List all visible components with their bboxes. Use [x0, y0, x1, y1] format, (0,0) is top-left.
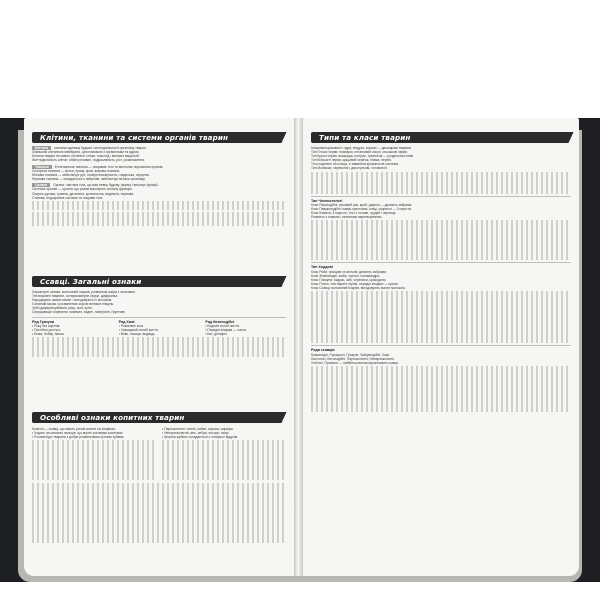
text-line: Розвиток з повним і неповним перетворенням.: [311, 215, 383, 220]
text-line: Опорно-рухова, травна, дихальна, кровоносна, видільна, нервова.: [32, 191, 135, 196]
divider: [311, 262, 571, 263]
section-title-types: Типи та класи тварин: [319, 133, 411, 142]
text-line: Зовнішній клітинною мембрана, цитоплазмою з органелами та ядром.: [32, 150, 140, 155]
text-line: М'язова тканина — забезпечує рух; поперечносмугаста, гладенька, серцева.: [32, 172, 150, 177]
text-line: Теплокровні тварини, чотирикамерне серце, діафрагма.: [32, 294, 119, 299]
text-line: Клас Павукоподібні: павук-хрестовик, кліщі, скорпіон — 4 пари ніг.: [311, 207, 412, 212]
text-line: Тип Круглі черви: аскарида, гострик, трихінела — роздільностатеві.: [311, 154, 415, 159]
decorative-hatch: [32, 337, 286, 357]
order-column: Ряд Гризуни • Різці без коренів. • Постійно ростуть. • Білка, бобер, миша.: [32, 320, 113, 337]
section-body-mammals: [32, 290, 286, 359]
subsection-head: Ряди ссавців: [311, 348, 335, 353]
text-line: Тип Молюски: черевоногі, двостулкові, головоногі.: [311, 166, 388, 171]
text-line: Зуби диференційовані: різці, ікла, кутні.: [32, 306, 93, 311]
text-line: Клітина основна одиниця будови і життєдіяльності організму тварин.: [32, 146, 286, 150]
term-label: Клітина: [32, 146, 51, 150]
text-line: Середовище існування: наземне, водне, повітряне, ґрунтове.: [32, 310, 126, 315]
text-line: • Рослиноїдні тварини з добре розвиненими кутніми зубами.: [32, 435, 156, 439]
text-line: • Парнокопитні: олень, кабан, корова, жирафа.: [162, 427, 286, 431]
text-line: Система органів — органи, що разом виконують спільну функцію.: [32, 187, 133, 192]
decorative-hatch: [32, 212, 286, 226]
decorative-hatch: [311, 220, 571, 260]
text-line: Комахоїдні, Рукокрилі, Гризуни, Зайцеподібні, Хижі.: [311, 352, 390, 357]
book-spread: [0, 118, 600, 582]
text-line: Статева, ендокринна системи та покриви тіла.: [32, 195, 104, 200]
text-line: • Шлунок жуйних складається з чотирьох відділів.: [162, 435, 286, 439]
text-line: Сполучна тканина — кістки, хрящі, кров, жирова тканина.: [32, 168, 121, 173]
text-line: Тіло поділене на кільця, є замкнена кровоносна система.: [311, 162, 399, 167]
term-label: Тканини: [32, 165, 52, 169]
section-banner-types: [311, 132, 569, 143]
text-line: • Непарнокопитні: кінь, зебра, носоріг, тапір.: [162, 431, 286, 435]
term-label: Органи: [32, 183, 50, 187]
text-line: • Ходять на кінчиках пальців, що вкриті роговими копитами.: [32, 431, 156, 435]
book-gutter: [294, 118, 303, 576]
divider: [32, 317, 286, 318]
text-line: Характерні ознаки: волосяний покрив, розвинена шкіра з залозами.: [32, 290, 136, 294]
text-line: Клас Плазуни: ящірки, змії, черепахи, крокодили.: [311, 277, 387, 282]
section-body-types: [311, 146, 571, 414]
decorative-hatch: [32, 201, 286, 210]
divider: [311, 345, 571, 346]
background-bottom: [0, 582, 600, 600]
decorative-hatch: [311, 172, 571, 194]
text-line: Нервова тканина — складається з нейронів, забезпечує зв'язок організму.: [32, 177, 146, 182]
text-line: Тип Кільчасті черви: дощовий черв'як, п'явка, нереїс.: [311, 158, 393, 163]
text-line: Копитні — ссавці, що мають рогові копита на кінцівках.: [32, 427, 117, 431]
section-banner-mammals: [32, 276, 282, 287]
section-banner-ungulates: [32, 412, 282, 423]
subsection-head: Тип Хордові: [311, 265, 333, 270]
text-line: Клас Ракоподібні: річковий рак, краб, дафнія — дихають зябрами.: [311, 202, 413, 207]
text-line: Клітини тварин не мають клітинної стінки, пластид і великих вакуолей.: [32, 154, 140, 159]
decorative-hatch: [162, 440, 286, 480]
text-line: Клас Комахи: 3 пари ніг, тіло з голови, грудей і черевця.: [311, 211, 397, 216]
section-title-ungulates: Особливі ознаки копитних тварин: [40, 413, 185, 422]
text-line: Клас Риби: хрящові та кісткові, дихають зябрами.: [311, 269, 387, 274]
divider: [311, 196, 571, 197]
section-body-ungulates: [32, 427, 286, 545]
right-page: [303, 118, 579, 576]
decorative-hatch: [32, 440, 156, 480]
section-title-cells: Клітини, тканини та системи органів тварин: [40, 133, 229, 142]
background-top: [0, 0, 600, 118]
section-title-mammals: Ссавці. Загальні ознаки: [40, 277, 142, 286]
subsection-head: Тип Членистоногі: [311, 198, 343, 203]
order-column: Ряд Китоподібні • Водний спосіб життя. • Передні кінцівки — ласти. • Кит, дельфін.: [205, 320, 286, 337]
text-line: Тканини Епітеліальна тканина — покриває тіло та вистилає порожнини органів.: [32, 165, 286, 169]
text-line: Головний мозок з розвиненою корою великих півкуль.: [32, 302, 115, 307]
decorative-hatch: [311, 291, 571, 343]
text-line: Органи Органи: частина тіла, що має певну будову, форму і виконує функції.: [32, 183, 286, 187]
text-line: Тип Плоскі черви: планарія, печінковий сисун, стьожкові черви.: [311, 150, 408, 155]
order-column: Ряд Хижі • Розвинені ікла. • Хижацький спосіб життя. • Вовк, лисиця, ведмідь.: [119, 320, 200, 337]
text-line: Народжують живих малят і вигодовують їх молоком.: [32, 298, 113, 303]
orders-columns: [32, 320, 286, 337]
section-body-cells: [32, 146, 286, 228]
text-line: Клас Птахи: тіло вкрите пір'ям, передні кінцівки — крила.: [311, 282, 399, 287]
text-line: Ластоногі, Китоподібні, Парнокопитні, Непарнокопитні.: [311, 356, 395, 361]
text-line: Хоботні, Примати — найбільш високоорганізовані ссавці.: [311, 360, 399, 365]
text-line: Життєдіяльність клітин: обмін речовин, подразливість, ріст, розмноження.: [32, 158, 146, 163]
decorative-hatch: [32, 483, 286, 543]
text-line: Клас Ссавці: волосяний покрив, вигодовують малят молоком.: [311, 286, 406, 291]
section-banner-cells: [32, 132, 282, 143]
text-line: Клас Земноводні: жаба, тритон, саламандра.: [311, 273, 381, 278]
text-line: Кишковопорожнинні: гідра, медуза, корали — двошарові тварини.: [311, 146, 412, 150]
decorative-hatch: [311, 366, 571, 412]
left-page: [24, 118, 294, 576]
